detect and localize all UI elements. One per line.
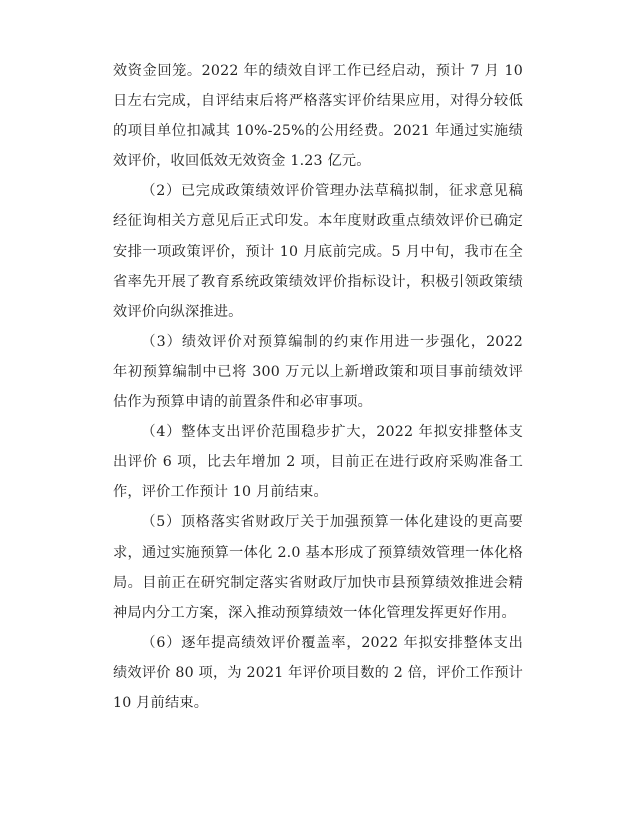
paragraph-continued: 效资金回笼。2022 年的绩效自评工作已经启动，预计 7 月 10 日左右完成，自评结束后将严格落实评价结果应用，对得分较低的项目单位扣减其 10%-25%的公用经费。2021 年通过实施绩效评价，收回低效无效资金 1.23 亿元。 bbox=[113, 63, 523, 170]
document-body bbox=[113, 56, 523, 718]
paragraph-item-6: （6）逐年提高绩效评价覆盖率，2022 年拟安排整体支出绩效评价 80 项，为 2021 年评价项目数的 2 倍，评价工作预计 10 月前结束。 bbox=[113, 634, 523, 711]
paragraph-item-4: （4）整体支出评价范围稳步扩大，2022 年拟安排整体支出评价 6 项，比去年增加 2 项，目前正在进行政府采购准备工作，评价工作预计 10 月前结束。 bbox=[113, 424, 523, 501]
paragraph-item-3: （3）绩效评价对预算编制的约束作用进一步强化，2022 年初预算编制中已将 300 万元以上新增政策和项目事前绩效评估作为预算申请的前置条件和必审事项。 bbox=[113, 333, 523, 411]
paragraph-item-5: （5）顶格落实省财政厅关于加强预算一体化建设的更高要求，通过实施预算一体化 2.0 基本形成了预算绩效管理一体化格局。目前正在研究制定落实省财政厅加快市县预算绩效推进会精神局内分工方案，深入推动预算绩效一体化管理发挥更好作用。 bbox=[113, 514, 523, 621]
paragraph-item-2: （2）已完成政策绩效评价管理办法草稿拟制，征求意见稿经征询相关方意见后正式印发。本年度财政重点绩效评价已确定安排一项政策评价，预计 10 月底前完成。5 月中旬，我市在全省率先开展了教育系统政策绩效评价指标设计，积极引领政策绩效评价向纵深推进。 bbox=[113, 183, 523, 320]
